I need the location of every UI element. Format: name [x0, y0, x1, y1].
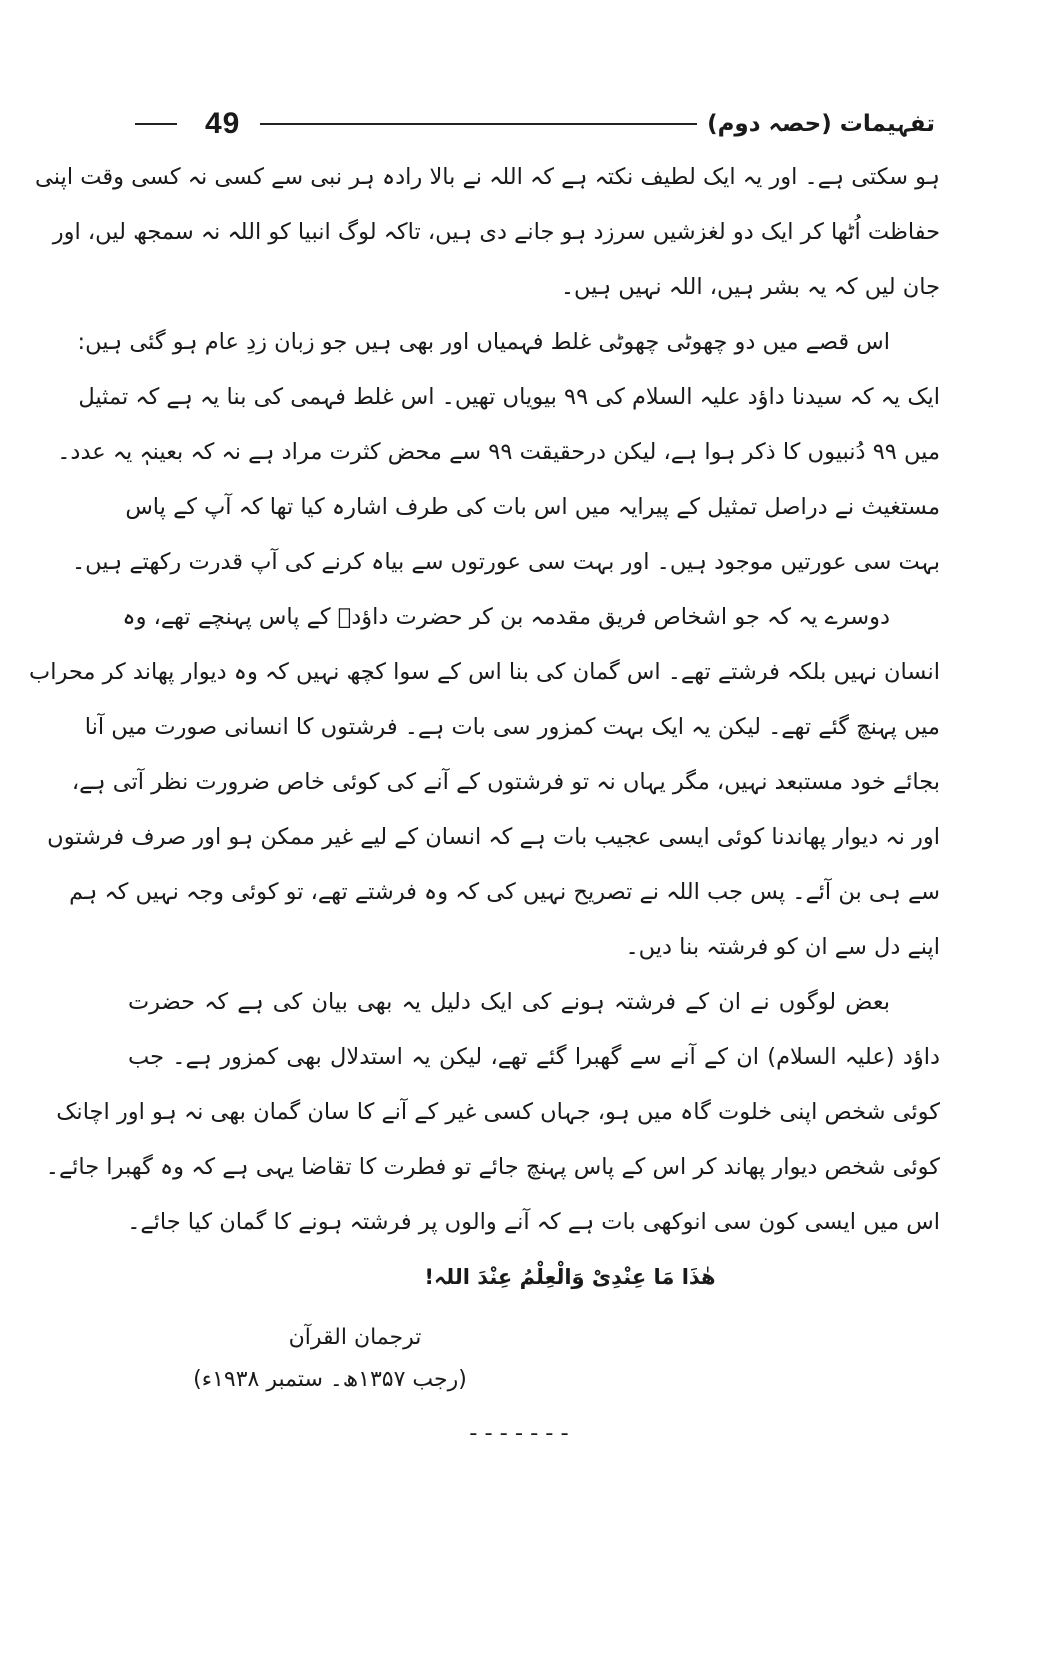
text-line: سے ہی بن آئے۔ پس جب اللہ نے تصریح نہیں کی کہ وہ فرشتے تھے، تو کوئی وجہ نہیں کہ ہم — [69, 879, 940, 905]
text-line: کوئی شخص اپنی خلوت گاہ میں ہو، جہاں کسی غیر کے آنے کا سان گمان بھی نہ ہو اور اچانک — [56, 1099, 940, 1125]
text-line: ایک یہ کہ سیدنا داؤد علیہ السلام کی ۹۹ بیویاں تھیں۔ اس غلط فہمی کی بنا یہ ہے کہ تمثیل — [78, 384, 940, 410]
text-line: داؤد (علیہ السلام) ان کے آنے سے گھبرا گئے تھے، لیکن یہ استدلال بھی کمزور ہے۔ جب — [128, 1044, 940, 1070]
text-line: اس قصے میں دو چھوٹی چھوٹی غلط فہمیاں اور بھی ہیں جو زبان زدِ عام ہو گئی ہیں: — [77, 329, 890, 355]
text-line: بہت سی عورتیں موجود ہیں۔ اور بہت سی عورتوں سے بیاہ کرنے کی آپ قدرت رکھتے ہیں۔ — [71, 549, 940, 575]
end-mark: ------- — [466, 1422, 574, 1447]
text-line: بعض لوگوں نے ان کے فرشتہ ہونے کی ایک دلیل یہ بھی بیان کی ہے کہ حضرت — [128, 989, 890, 1015]
closing-phrase: ھٰذَا مَا عِنْدِیْ وَالْعِلْمُ عِنْدَ اللہ! — [424, 1265, 716, 1289]
running-title: تفہیمات (حصہ دوم) — [707, 111, 935, 137]
text-line: میں پہنچ گئے تھے۔ لیکن یہ ایک بہت کمزور سی بات ہے۔ فرشتوں کا انسانی صورت میں آنا — [84, 714, 940, 740]
page-header — [135, 100, 935, 148]
body-text — [29, 150, 940, 1250]
header-rule — [260, 123, 697, 125]
text-line: بجائے خود مستبعد نہیں، مگر یہاں نہ تو فرشتوں کے آنے کی کوئی خاص ضرورت نظر آتی ہے، — [71, 769, 940, 795]
text-line: مستغیث نے دراصل تمثیل کے پیرایہ میں اس بات کی طرف اشارہ کیا تھا کہ آپ کے پاس — [125, 494, 940, 520]
signature-date: (رجب ۱۳۵۷ھ۔ ستمبر ۱۹۳۸ء) — [193, 1367, 467, 1392]
header-dash — [135, 123, 177, 125]
page-number: 49 — [205, 107, 241, 140]
text-line: جان لیں کہ یہ بشر ہیں، اللہ نہیں ہیں۔ — [560, 274, 940, 300]
signature-name: ترجمان القرآن — [288, 1325, 422, 1350]
text-line: دوسرے یہ کہ جو اشخاص فریق مقدمہ بن کر حضرت داؤدؑ کے پاس پہنچے تھے، وہ — [122, 604, 890, 630]
text-line: اس میں ایسی کون سی انوکھی بات ہے کہ آنے والوں پر فرشتہ ہونے کا گمان کیا جائے۔ — [127, 1209, 940, 1235]
text-line: میں ۹۹ دُنبیوں کا ذکر ہوا ہے، لیکن درحقیقت ۹۹ سے محض کثرت مراد ہے نہ کہ بعینہٖ یہ عدد۔ — [57, 439, 940, 465]
text-line: ہو سکتی ہے۔ اور یہ ایک لطیف نکتہ ہے کہ اللہ نے بالا رادہ ہر نبی سے کسی نہ کسی وقت اپنی — [35, 164, 940, 190]
text-line: اور نہ دیوار پھاندنا کوئی ایسی عجیب بات ہے کہ انسان کے لیے غیر ممکن ہو اور صرف فرشتوں — [47, 824, 940, 850]
text-line: اپنے دل سے ان کو فرشتہ بنا دیں۔ — [625, 934, 940, 960]
text-line: انسان نہیں بلکہ فرشتے تھے۔ اس گمان کی بنا اس کے سوا کچھ نہیں کہ وہ دیوار پھاند کر محراب — [29, 659, 940, 685]
text-line: کوئی شخص دیوار پھاند کر اس کے پاس پہنچ جائے تو فطرت کا تقاضا یہی ہے کہ وہ گھبرا جائے۔ — [45, 1154, 940, 1180]
text-line: حفاظت اُٹھا کر ایک دو لغزشیں سرزد ہو جانے دی ہیں، تاکہ لوگ انبیا کو اللہ نہ سمجھ لیں، اور — [52, 219, 940, 245]
